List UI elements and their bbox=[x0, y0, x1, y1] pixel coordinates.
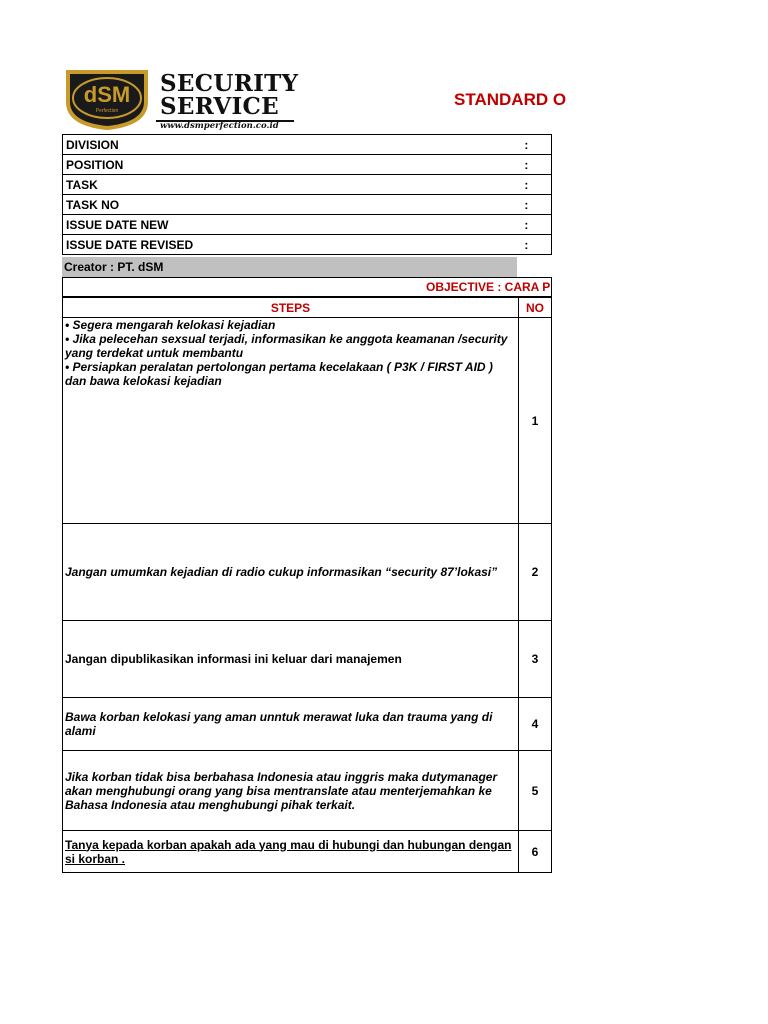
step-row bbox=[63, 831, 552, 873]
step-number: 6 bbox=[519, 831, 552, 873]
info-label: ISSUE DATE NEW bbox=[63, 215, 513, 235]
step-text: Tanya kepada korban apakah ada yang mau di hubungi dan hubungan dengan si korban . bbox=[63, 831, 519, 873]
info-row-task bbox=[63, 175, 552, 195]
info-row-division bbox=[63, 135, 552, 155]
dsm-badge-icon bbox=[62, 68, 152, 130]
step-bullet: • Jika pelecehan sexsual terjadi, informasikan ke anggota keamanan /security yang terdekat untuk membantu bbox=[65, 332, 508, 360]
info-label: ISSUE DATE REVISED bbox=[63, 235, 513, 255]
objective-text: OBJECTIVE : CARA P bbox=[426, 280, 551, 294]
info-value[interactable]: : bbox=[512, 155, 551, 175]
info-value[interactable]: : bbox=[512, 195, 551, 215]
step-text: Jangan dipublikasikan informasi ini keluar dari manajemen bbox=[63, 621, 519, 698]
creator-label: Creator : PT. dSM bbox=[62, 257, 517, 277]
step-number: 1 bbox=[519, 318, 552, 524]
step-row bbox=[63, 318, 552, 524]
logo-text: dSM bbox=[83, 82, 131, 107]
step-number: 4 bbox=[519, 698, 552, 751]
objective-heading bbox=[62, 277, 552, 297]
step-text: Jangan umumkan kejadian di radio cukup informasikan “security 87’lokasi” bbox=[63, 524, 519, 621]
steps-header-row bbox=[63, 298, 552, 318]
info-table bbox=[62, 134, 552, 255]
brand-line-security: SECURITY bbox=[160, 70, 299, 97]
step-row bbox=[63, 524, 552, 621]
info-row-position bbox=[63, 155, 552, 175]
steps-column-header: STEPS bbox=[63, 298, 519, 318]
no-column-header: NO bbox=[519, 298, 552, 318]
step-bullet: • Segera mengarah kelokasi kejadian bbox=[65, 318, 276, 332]
steps-table bbox=[62, 297, 552, 873]
step-row bbox=[63, 621, 552, 698]
info-row-issue-date-new bbox=[63, 215, 552, 235]
info-value[interactable]: : bbox=[512, 135, 551, 155]
logo-subtext: Perfection bbox=[95, 108, 119, 114]
step-number: 3 bbox=[519, 621, 552, 698]
document-title: STANDARD O bbox=[454, 90, 567, 109]
info-row-task-no bbox=[63, 195, 552, 215]
brand-url: www.dsmperfection.co.id bbox=[160, 121, 279, 131]
step-bullet: • Persiapkan peralatan pertolongan pertama kecelakaan ( P3K / FIRST AID ) dan bawa kelokasi kejadian bbox=[65, 360, 493, 388]
step-text bbox=[63, 318, 519, 524]
info-label: TASK NO bbox=[63, 195, 513, 215]
info-row-issue-date-revised bbox=[63, 235, 552, 255]
step-text: Jika korban tidak bisa berbahasa Indonesia atau inggris maka dutymanager akan menghubungi orang yang bisa mentranslate atau menterjemahkan ke Bahasa Indonesia atau menghubungi pihak terkait. bbox=[63, 751, 519, 831]
step-number: 2 bbox=[519, 524, 552, 621]
info-value[interactable]: : bbox=[512, 175, 551, 195]
step-number: 5 bbox=[519, 751, 552, 831]
brand-line-service: SERVICE bbox=[160, 93, 279, 120]
step-row bbox=[63, 751, 552, 831]
info-value[interactable]: : bbox=[512, 215, 551, 235]
info-value[interactable]: : bbox=[512, 235, 551, 255]
info-label: TASK bbox=[63, 175, 513, 195]
info-label: DIVISION bbox=[63, 135, 513, 155]
step-text: Bawa korban kelokasi yang aman unntuk merawat luka dan trauma yang di alami bbox=[63, 698, 519, 751]
step-row bbox=[63, 698, 552, 751]
info-label: POSITION bbox=[63, 155, 513, 175]
